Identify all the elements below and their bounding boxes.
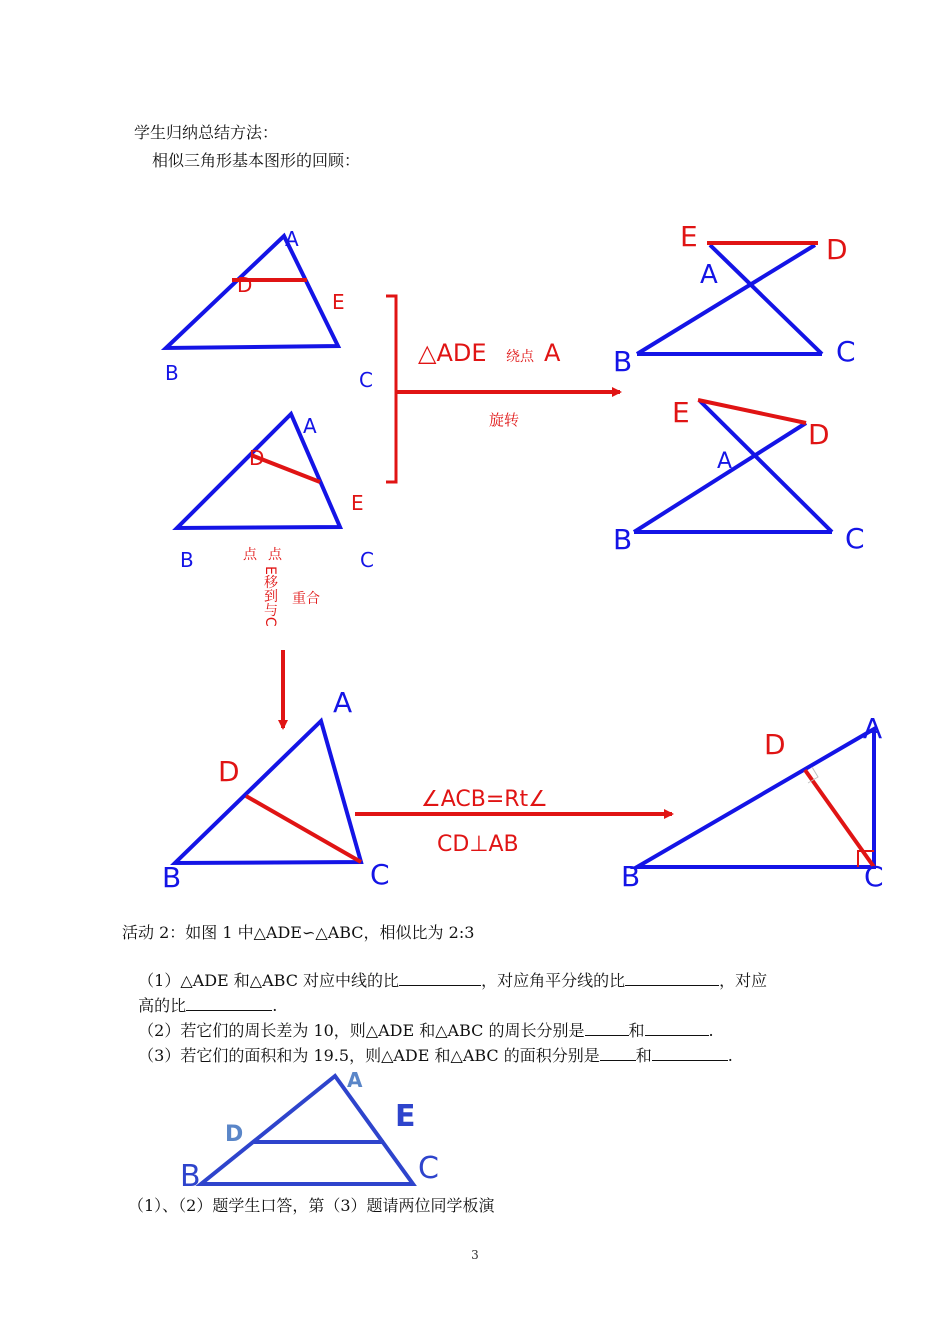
move-text-vertical: E移到与C	[262, 566, 278, 627]
label-b1: B	[165, 361, 179, 385]
rotate-label-small: 绕点	[506, 349, 534, 365]
label-a6: A	[863, 712, 883, 745]
page-number: 3	[471, 1248, 479, 1262]
label-d2: D	[249, 446, 265, 470]
figure-1	[0, 1060, 950, 1200]
q2-text-c: .	[708, 1021, 714, 1040]
label-e4: E	[672, 396, 690, 429]
rotate-label-main: △ADE	[418, 339, 487, 367]
intro-line-1: 学生归纳总结方法：	[134, 123, 279, 142]
q3-blank-1[interactable]	[600, 1044, 636, 1061]
q1-text-d: 高的比	[138, 996, 187, 1015]
label-c3: C	[836, 335, 856, 368]
label-d3: D	[826, 233, 848, 266]
condition-1: ∠ACB=Rt∠	[421, 787, 548, 812]
q1-text-a: （1）△ADE 和△ABC 对应中线的比	[138, 971, 400, 990]
figure1-label-d: D	[225, 1122, 244, 1147]
figure1-label-b: B	[180, 1159, 201, 1194]
q3-text-c: .	[727, 1046, 733, 1065]
label-b4: B	[613, 523, 633, 556]
hourglass-parallel	[637, 243, 822, 354]
label-e1: E	[332, 290, 345, 314]
q3-text-b: 和	[635, 1046, 652, 1065]
intro-line-2: 相似三角形基本图形的回顾：	[152, 151, 361, 170]
q2-text-b: 和	[628, 1021, 645, 1040]
label-c6: C	[864, 860, 884, 893]
label-c2: C	[360, 548, 374, 572]
right-triangle-altitude	[637, 729, 874, 867]
rotate-label-point: A	[544, 339, 561, 367]
q1-text-b: ，对应角平分线的比	[481, 971, 626, 990]
label-b3: B	[613, 345, 633, 378]
label-c1: C	[359, 368, 373, 392]
q1-blank-bisector[interactable]	[625, 969, 719, 986]
closing-note: （1）、（2）题学生口答，第（3）题请两位同学板演	[128, 1196, 495, 1215]
activity-title: 活动 2：如图 1 中△ADE∽△ABC，相似比为 2:3	[122, 923, 475, 942]
move-text-3: 重合	[292, 591, 320, 607]
label-a4: A	[717, 449, 733, 474]
label-d1: D	[237, 273, 253, 297]
q3-blank-2[interactable]	[652, 1044, 728, 1061]
q1-text-e: .	[272, 996, 278, 1015]
move-text-1: 点	[243, 547, 257, 563]
bracket	[386, 296, 396, 482]
label-a2: A	[303, 414, 317, 438]
label-e2: E	[351, 491, 364, 515]
q1-blank-median[interactable]	[399, 969, 481, 986]
figure1-label-c: C	[418, 1151, 439, 1186]
move-text-2: 点	[268, 547, 282, 563]
label-d4: D	[808, 418, 830, 451]
condition-2: CD⊥AB	[437, 832, 519, 857]
triangle-dc	[175, 721, 361, 863]
label-a3: A	[700, 260, 718, 290]
label-d5: D	[218, 755, 240, 788]
q3-text-a: （3）若它们的面积和为 19.5，则△ADE 和△ABC 的面积分别是	[138, 1046, 600, 1065]
rotate-caption: 旋转	[489, 411, 520, 429]
label-b5: B	[162, 861, 182, 894]
label-a1: A	[285, 227, 299, 251]
q2-text-a: （2）若它们的周长差为 10，则△ADE 和△ABC 的周长分别是	[138, 1021, 585, 1040]
figure1-label-e: E	[395, 1099, 416, 1134]
hourglass-antiparallel	[634, 400, 832, 532]
q1-text-c: ，对应	[719, 971, 768, 990]
label-d6: D	[764, 728, 786, 761]
label-c5: C	[370, 858, 390, 891]
label-e3: E	[680, 220, 698, 253]
label-b6: B	[621, 860, 641, 893]
label-c4: C	[845, 522, 865, 555]
figure1-label-a: A	[347, 1068, 363, 1092]
label-b2: B	[180, 548, 194, 572]
label-a5: A	[333, 686, 353, 719]
